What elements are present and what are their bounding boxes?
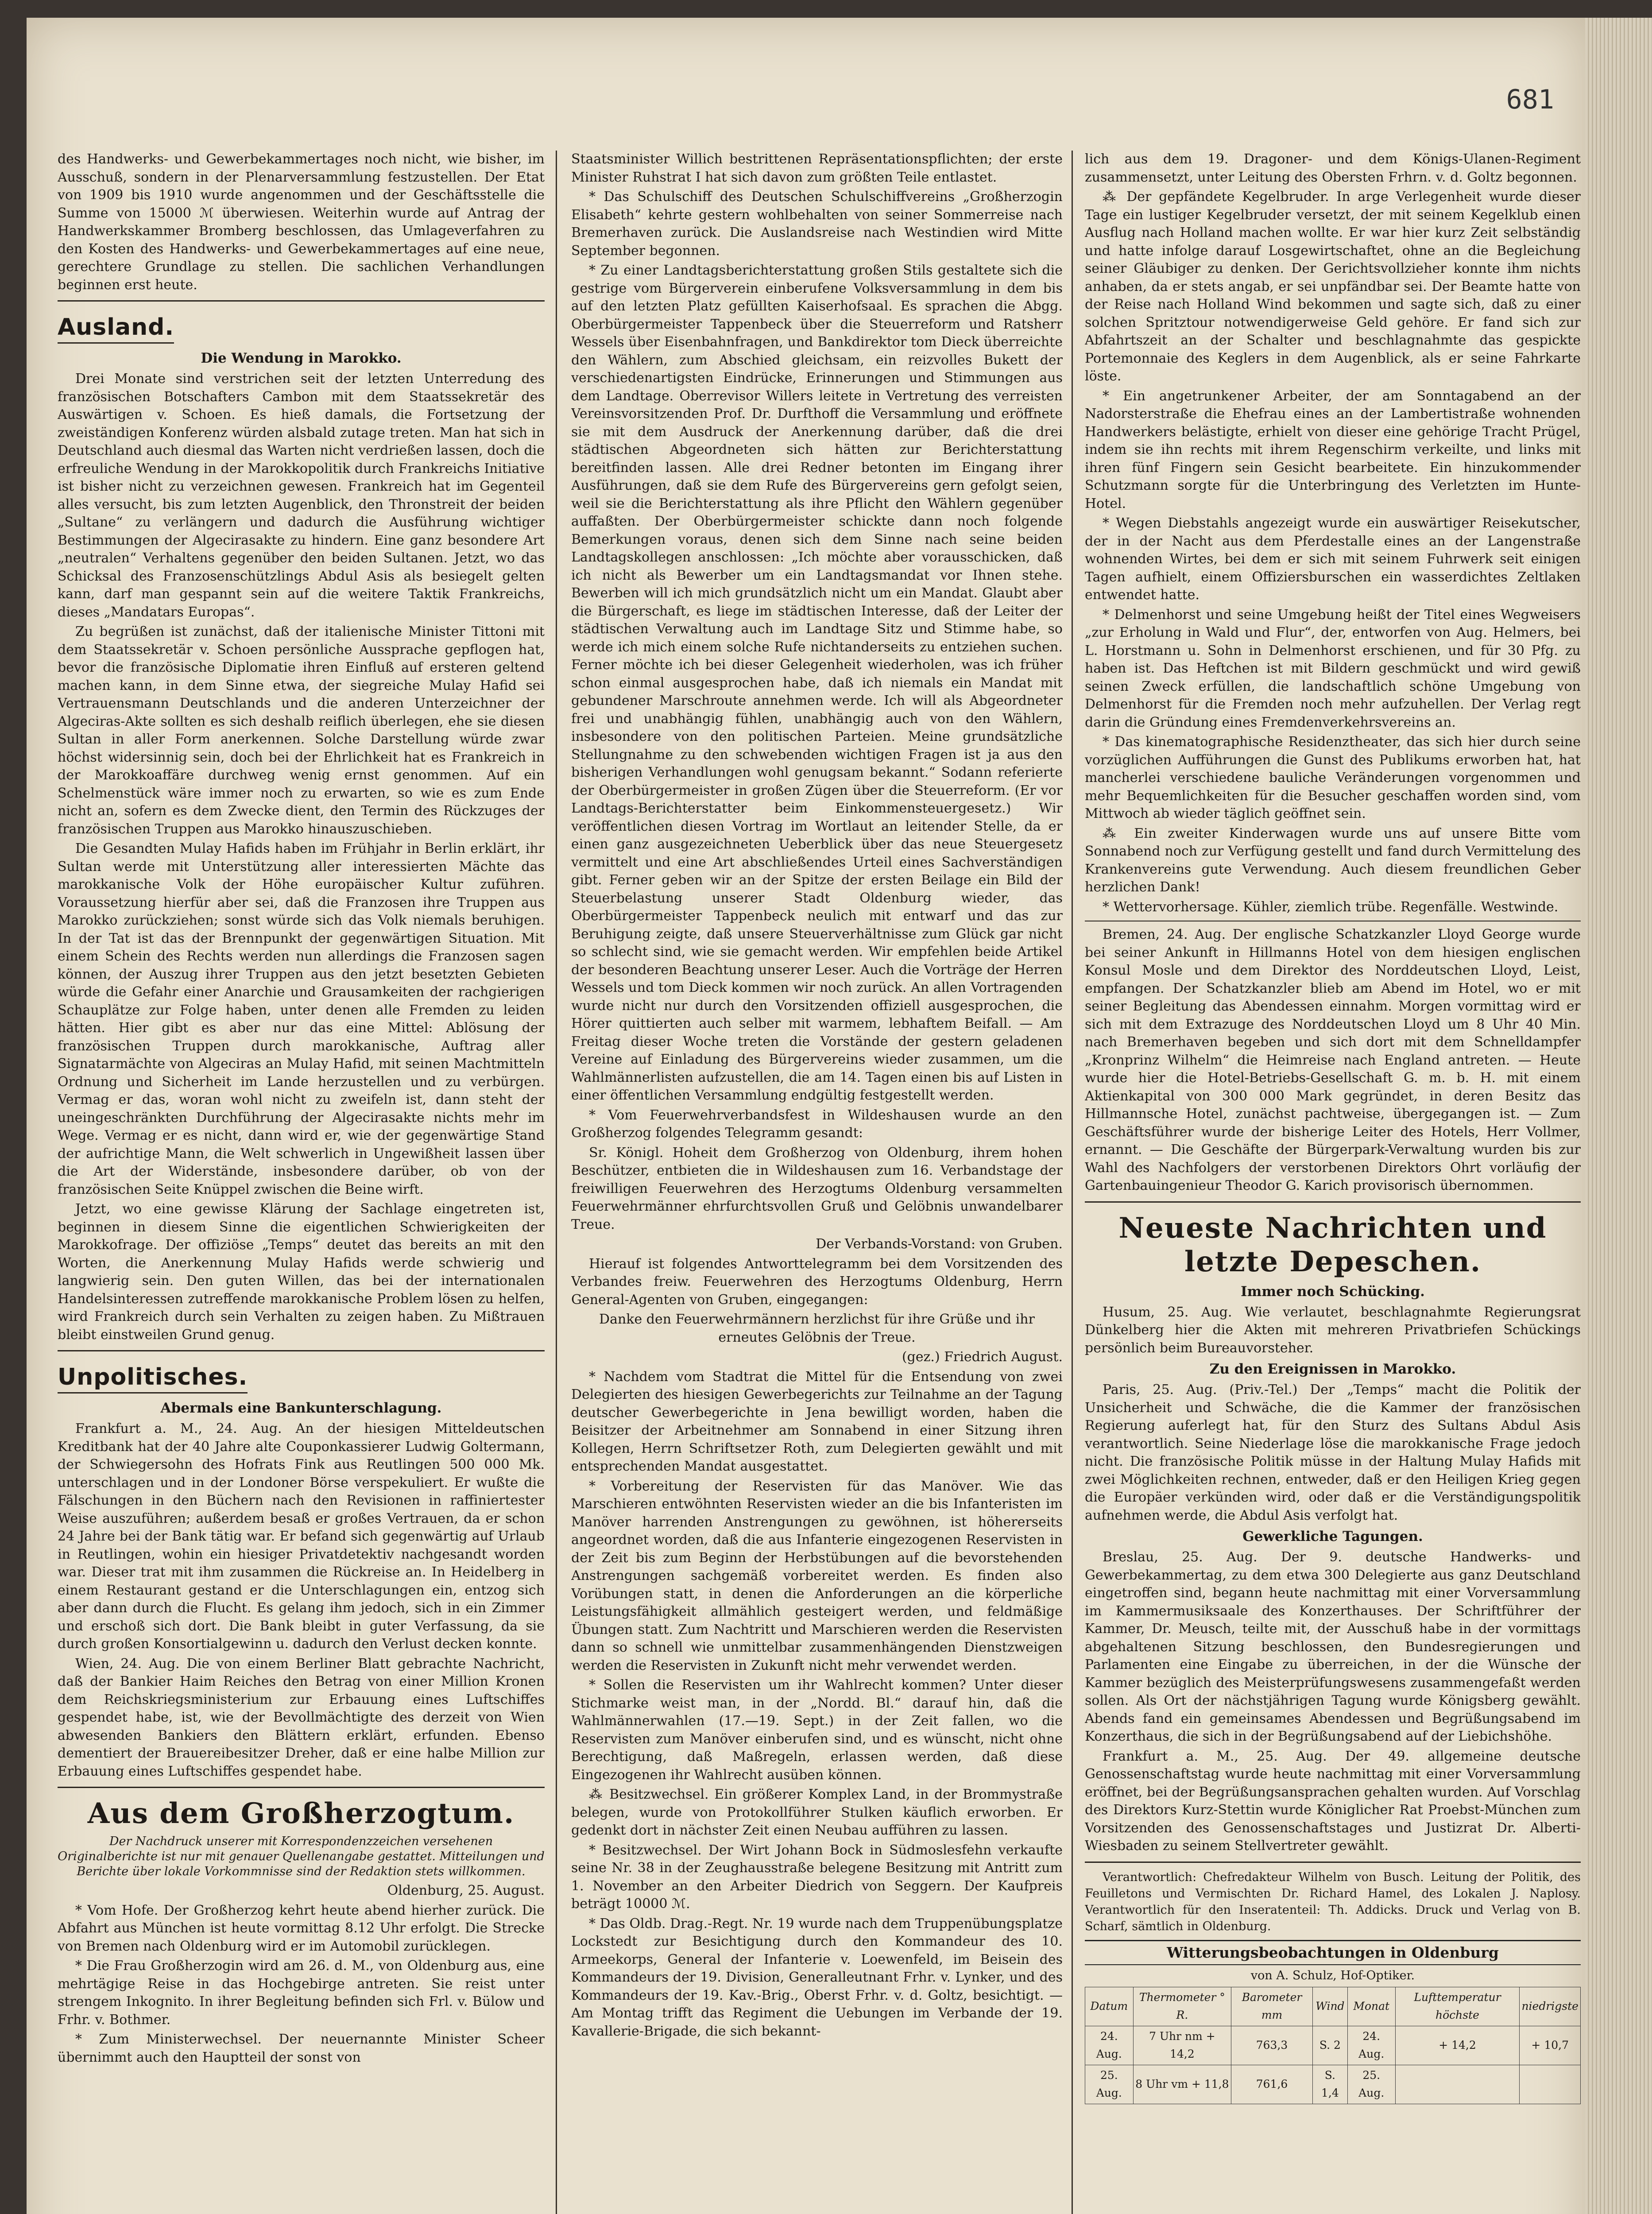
article-paragraph: * Das Oldb. Drag.-Regt. Nr. 19 wurde nach dem Truppenübungsplatze Lockstedt zur Besichtigung durch den Kommandeur des 10. Armeekorps, General der Infanterie v. Loewenfeld, im Beisein des Kommandeurs der 19. Division, Generalleutnant Frhr. v. Lynker, und des Kommandeurs der 19. Kav.-Brig., Oberst Frhr. v. d. Goltz, besichtigt. — Am Montag trifft das Regiment die Uebungen im Verbande der 19. Kavallerie-Brigade, die sich bekannt- <box>571 1916 1063 2039</box>
table-row <box>1085 2026 1581 2065</box>
article-paragraph: * Das Schulschiff des Deutschen Schulschiffvereins „Großherzogin Elisabeth“ kehrte gestern wohlbehalten von seiner Sommerreise nach Bremerhaven zurück. Die Auslandsreise nach Westindien wird Mitte September begonnen. <box>571 189 1063 259</box>
table-cell <box>1395 2065 1520 2104</box>
article-paragraph: Breslau, 25. Aug. Der 9. deutsche Handwerks- und Gewerbekammertag, zu dem etwa 300 Delegierte aus ganz Deutschland eingetroffen sind, begann heute nachmittag mit einer Vorversammlung im Kammermusiksaale des Konzerthauses. Der Schriftführer der Kammer, Dr. Meusch, teilte mit, der Ausschuß habe in der vormittags abgehaltenen Sitzung beschlossen, den Bundesregierungen und Parlamenten eine Eingabe zu überreichen, in der die Wünsche der Kammer bezüglich des Meisterprüfungswesens zusammengefaßt werden sollen. Als Ort der nächstjährigen Tagung wurde Königsberg gewählt. Abends fand ein gemeinsames Abendessen und Begrüßungsabend im Konzerthaus, die sich in der Begrüßungsabend auf der Liebichshöhe. <box>1085 1549 1581 1744</box>
table-cell: 761,6 <box>1231 2065 1313 2104</box>
article-paragraph: * Zu einer Landtagsberichterstattung großen Stils gestaltete sich die gestrige vom Bürgerverein einberufene Volksversammlung in dem bis auf den letzten Platz gefüllten Kaiserhofsaal. Es sprachen die Abgg. Oberbürgermeister Tappenbeck über die Steuerreform und Ratsherr Wessels über Eisenbahnfragen, und Bankdirektor tom Dieck überreichte den Wählern, zum Abschied gleichsam, ein reizvolles Bukett der verschiedenartigsten Eindrücke, Erinnerungen und Stimmungen aus dem Landtage. Oberrevisor Willers leitete in Vertretung des verreisten Vereinsvorsitzenden Prof. Dr. Durfthoff die Versammlung und eröffnete sie mit dem Ausdruck der Anerkennung darüber, daß die drei städtischen Abgeordneten sich hätten zur Berichterstattung bereitfinden lassen. Alle drei Redner betonten im Eingang ihrer Ausführungen, daß sie dem Rufe des Bürgervereins gern gefolgt seien, weil sie die Berichterstattung als ihre Pflicht den Wählern gegenüber auffaßten. Der Oberbürgermeister schickte dann noch folgende Bemerkungen voraus, denen sich dem Sinne nach seine beiden Landtagskollegen anschlossen: „Ich möchte aber vorausschicken, daß ich nicht als Bewerber um ein Landtagsmandat vor Ihnen stehe. Bewerben will ich mich grundsätzlich nicht um ein Mandat. Glaubt aber die Bürgerschaft, es liege im städtischen Interesse, daß der Leiter der städtischen Verwaltung auch im Landtage Sitz und Stimme habe, so werde ich mich einem solche Rufe nichtanderseits zu entziehen suchen. Ferner möchte ich bei dieser Gelegenheit wiederholen, was ich früher schon einmal ausgesprochen habe, daß ich niemals ein Mandat mit gebundener Marschroute annehmen werde. Ich will als Abgeordneter frei und unabhängig fühlen, unabhängig auch von den Wählern, insbesondere von den politischen Parteien. Meine grundsätzliche Stellungnahme zu den schwebenden wichtigen Fragen ist ja aus den bisherigen Verhandlungen wohl genugsam bekannt.“ Sodann referierte der Oberbürgermeister in großen Zügen über die Steuerreform. (Er vor Landtags-Berichterstatter beim Einkommensteuergesetz.) Wir veröffentlichen diesen Vortrag im Wortlaut an leitender Stelle, da er einen ganz ausgezeichneten Ueberblick über das neue Steuergesetz vermittelt und eine Art abschließendes Urteil eines Sachverständigen gibt. Ferner geben wir an der Spitze der ersten Beilage ein Bild der Steuerbelastung unserer Stadt Oldenburg wieder, das Oberbürgermeister Tappenbeck neulich mit entwarf und das zur Beruhigung zeigte, daß unsere Steuerverhältnisse zum Glück gar nicht so schlecht sind, wie sie gemacht werden. Wir empfehlen beide Artikel der besonderen Beachtung unserer Leser. Auch die Vorträge der Herren Wessels und tom Dieck kommen wir noch zurück. An allen Vortragenden wurde nicht nur durch den Vorsitzenden offiziell ausgesprochen, die Hörer quittierten auch selber mit warmem, lebhaftem Beifall. — Am Freitag dieser Woche treten die Vorstände der gestern geladenen Vereine auf Einladung des Bürgervereins wieder zusammen, um die Wahlmännerlisten aufzustellen, die am 14. Tagen einen bis auf Listen in einer öffentlichen Versammlung endgültig festgestellt werden. <box>571 263 1063 1103</box>
page-number: 681 <box>1506 84 1554 115</box>
column-1 <box>58 151 545 2214</box>
table-header: Thermometer ° R. <box>1133 1987 1231 2026</box>
article-paragraph: * Die Frau Großherzogin wird am 26. d. M., von Oldenburg aus, eine mehrtägige Reise in das Hochgebirge antreten. Sie reist unter strengem Inkognito. In ihrer Begleitung befinden sich Frl. v. Bülow und Frhr. v. Bothmer. <box>58 1958 545 2028</box>
divider <box>58 1787 545 1788</box>
article-paragraph: * Wegen Diebstahls angezeigt wurde ein auswärtiger Reisekutscher, der in der Nacht aus dem Pferdestalle eines an der Langenstraße wohnenden Wirtes, bei dem er sich mit seinem Fuhrwerk seit einigen Tagen aufhielt, einem Offiziersburschen ein wasserdichtes Zeltlaken entwendet hatte. <box>1085 515 1581 603</box>
signature: Der Verbands-Vorstand: von Gruben. <box>816 1236 1063 1252</box>
article-paragraph: Staatsminister Willich bestrittenen Repräsentationspflichten; der erste Minister Ruhstrat I hat sich davon zum größten Teile entlastet. <box>571 151 1063 185</box>
article-title: Gewerkliche Tagungen. <box>1242 1529 1423 1544</box>
article-title: Zu den Ereignissen in Marokko. <box>1209 1361 1456 1377</box>
weather-subtitle: von A. Schulz, Hof-Optiker. <box>1250 1969 1415 1982</box>
article-paragraph: * Sollen die Reservisten um ihr Wahlrecht kommen? Unter dieser Stichmarke weist man, in der „Nordd. Bl.“ darauf hin, daß die Wahlmännerwahlen (17.—19. Sept.) in der Zeit fallen, wo die Reservisten zum Manöver einberufen sind, und es wünscht, nicht ohne Berechtigung, daß Maßregeln, erlassen werden, daß diese Eingezogenen ihr Wahlrecht ausüben können. <box>571 1677 1063 1783</box>
table-header: Monat <box>1347 1987 1395 2026</box>
article-paragraph: * Besitzwechsel. Der Wirt Johann Bock in Südmoslesfehn verkaufte seine Nr. 38 in der Zeughausstraße belegene Besitzung mit Antritt zum 1. November an den Arbeiter Diedrich von Seggern. Der Kaufpreis beträgt 10000 ℳ. <box>571 1842 1063 1912</box>
article-paragraph: Husum, 25. Aug. Wie verlautet, beschlagnahmte Regierungsrat Dünkelberg hier die Akten mit mehreren Privatbriefen Schückings persönlich beim Bureauvorsteher. <box>1085 1304 1581 1356</box>
article-paragraph: * Vom Hofe. Der Großherzog kehrt heute abend hierher zurück. Die Abfahrt aus München ist heute vormittag 8.12 Uhr erfolgt. Die Strecke von Bremen nach Oldenburg wird er im Automobil zurücklegen. <box>58 1902 545 1954</box>
article-paragraph: * Ein angetrunkener Arbeiter, der am Sonntagabend an der Nadorsterstraße die Ehefrau eines an der Lambertistraße wohnenden Handwerkers belästigte, erhielt von dieser eine gehörige Tracht Prügel, indem sie ihn rechts mit ihrem Regenschirm verkeilte, und links mit ihren fünf Fingern sein Gesicht bearbeitete. Ein hinzukommender Schutzmann sorgte für die Unterbringung des Verletzten im Hunte-Hotel. <box>1085 388 1581 511</box>
column-3 <box>1085 151 1581 2214</box>
article-paragraph: Paris, 25. Aug. (Priv.-Tel.) Der „Temps“ macht die Politik der Unsicherheit und Schwäche, die die Kammer der französischen Regierung auferlegt hat, für den Sturz des Sultans Abdul Asis verantwortlich. Seine Niederlage löse die marokkanische Frage jedoch nicht. Die französische Politik müsse in der Haltung Mulay Hafids mit zwei Möglichkeiten rechnen, entweder, daß er den Heiligen Krieg gegen die Europäer verkünden wird, oder daß er die Verständigungspolitik aufnehmen werde, die Abdul Asis verfolgt hat. <box>1085 1382 1581 1523</box>
imprint: Verantwortlich: Chefredakteur Wilhelm von Busch. Leitung der Politik, des Feuilletons und Vermischten Dr. Richard Hamel, des Lokalen J. Naplosy. Verantwortlich für den Inseratenteil: Th. Addicks. Druck und Verlag von B. Scharf, sämtlich in Oldenburg. <box>1085 1870 1581 1933</box>
article-paragraph: ⁂ Der gepfändete Kegelbruder. In arge Verlegenheit wurde dieser Tage ein lustiger Kegelbruder versetzt, der mit seinem Kegelklub einen Ausflug nach Holland machen wollte. Er war hier kurz Zeit selbständig und hatte infolge darauf Losgewirtschaftet, ohne an die Begleichung seiner Gläubiger zu denken. Der Gerichtsvollzieher konnte ihm nichts anhaben, da er stets angab, er sei unpfändbar sei. Der Beamte hatte von der Reise nach Holland Wind bekommen und sagte sich, daß zu einer solchen Spritztour notwendigerweise Geld gehöre. Er fand sich zur Abfahrtszeit an der Schalter und beschlagnahmte das gespickte Portemonnaie des Keglers in dem Augenblick, als er seine Fahrkarte löste. <box>1085 189 1581 384</box>
weather-title: Witterungsbeobachtungen in Oldenburg <box>1085 1940 1581 1966</box>
newspaper-page <box>27 18 1585 2214</box>
reprint-note: Der Nachdruck unserer mit Korrespondenzzeichen versehenen Originalberichte ist nur mit genauer Quellenangabe gestattet. Mitteilungen und Berichte über lokale Vorkommnisse sind der Redaktion stets willkommen. <box>58 1835 545 1878</box>
table-cell: + 10,7 <box>1520 2026 1581 2065</box>
column-rule <box>1072 151 1073 2214</box>
article-paragraph: ⁂ Ein zweiter Kinderwagen wurde uns auf unsere Bitte vom Sonnabend noch zur Verfügung gestellt und fand durch Vermittelung des Krankenvereins gute Verwendung. Auch diesem freundlichen Geber herzlichen Dank! <box>1085 825 1581 895</box>
table-cell <box>1520 2065 1581 2104</box>
table-row <box>1085 2065 1581 2104</box>
article-paragraph: Frankfurt a. M., 25. Aug. Der 49. allgemeine deutsche Genossenschaftstag wurde heute nachmittag mit einer Vorversammlung eröffnet, bei der Begrüßungsansprachen gehalten wurden. Auf Vorschlag des Direktors Kurz-Stettin wurde Königlicher Rat Proebst-München zum Vorsitzenden des Genossenschaftstages und Justizrat Dr. Alberti-Wiesbaden zu seinem Stellvertreter gewählt. <box>1085 1748 1581 1854</box>
article-paragraph: * Das kinematographische Residenztheater, das sich hier durch seine vorzüglichen Aufführungen die Gunst des Publikums erworben hat, hat mancherlei verschiedene bauliche Veränderungen vorgenommen und mehr Bequemlichkeiten für die Besucher geschaffen worden sind, vom Mittwoch ab wieder täglich geöffnet sein. <box>1085 734 1581 821</box>
table-cell: S. 1,4 <box>1312 2065 1347 2104</box>
article-paragraph: Bremen, 24. Aug. Der englische Schatzkanzler Lloyd George wurde bei seiner Ankunft in Hillmanns Hotel von dem hiesigen englischen Konsul Mosle und dem Direktor des Norddeutschen Lloyd, Leist, empfangen. Der Schatzkanzler blieb am Abend im Hotel, wo er mit seiner Begleitung das Abendessen einnahm. Morgen vormittag wird er sich mit dem Extrazuge des Norddeutschen Lloyd um 8 Uhr 40 Min. nach Bremerhaven begeben und sich dort mit dem Schnelldampfer „Kronprinz Wilhelm“ die Heimreise nach England antreten. — Heute wurde hier die Hotel-Betriebs-Gesellschaft G. m. b. H. mit einem Aktienkapital von 300 000 Mark gegründet, in deren Besitz das Hillmannsche Hotel, zunächst pachtweise, übergegangen ist. — Zum Geschäftsführer wurde der bisherige Leiter des Hotels, Herr Vollmer, ernannt. — Die Geschäfte der Bürgerpark-Verwaltung wurden bis zur Wahl des Nachfolgers der verstorbenen Direktors Ohrt vorläufig der Gartenbauingenieur Theodor G. Karich provisorisch übernommen. <box>1085 927 1581 1193</box>
table-header: Wind <box>1312 1987 1347 2026</box>
table-cell: 24. Aug. <box>1347 2026 1395 2065</box>
table-cell: 763,3 <box>1231 2026 1313 2065</box>
article-paragraph: Drei Monate sind verstrichen seit der letzten Unterredung des französischen Botschafters Cambon mit dem Staatssekretär des Auswärtigen v. Schoen. Es hieß damals, die Fortsetzung der zweiständigen Konferenz würden alsbald zutage treten. Man hat sich in Deutschland auch diesmal das Warten nicht verdrießen lassen, doch die erfreuliche Wendung in der Marokkopolitik durch Frankreichs Initiative ist bisher nicht zu verzeichnen gewesen. Frankreich hat im Gegenteil alles versucht, bis zum letzten Augenblick, den Thronstreit der beiden „Sultane“ zu verlängern und dadurch die Ausführung wichtiger Bestimmungen der Algecirasakte zu hindern. Eine ganz besondere Art „neutralen“ Verhaltens gegenüber den beiden Sultanen. Jetzt, wo das Schicksal des Franzosenschützlings Abdul Asis als besiegelt gelten kann, darf man gespannt sein auf die weitere Taktik Frankreichs, dieses „Mandatars Europas“. <box>58 371 545 620</box>
article-paragraph: Die Gesandten Mulay Hafids haben im Frühjahr in Berlin erklärt, ihr Sultan werde mit Unterstützung aller interessierten Mächte das marokkanische Volk der Höhe europäischer Kultur zuführen. Voraussetzung hierfür aber sei, daß die Franzosen ihre Truppen aus Marokko zurückziehen; sonst würde sich das Volk niemals beruhigen. In der Tat ist das der Brennpunkt der gegenwärtigen Situation. Mit einem Schein des Rechts werden nun allerdings die Franzosen sagen können, der Auszug ihrer Truppen aus den jetzt besetzten Gebieten würde die Gefahr einer Anarchie und Grausamkeiten der rachgierigen Schauplätze zur Folge haben, unter denen alle Fremden zu leiden hätten. Hier gibt es aber nur das eine Mittel: Ablösung der französischen Truppen durch marokkanische, Auftrag aller Signatarmächte von Algeciras an Mulay Hafid, mit seinen Machtmitteln Ordnung und Sicherheit im Lande herzustellen und zu verbürgen. Vermag er das, woran wohl nicht zu zweifeln ist, dann steht der uneingeschränkten Durchführung der Algecirasakte nichts mehr im Wege. Vermag er es nicht, dann wird er, wie der gegenwärtige Stand der aufrichtige Mann, die Welt schwerlich in Ungewißheit lassen über die Art der Widerstände, insbesondere darüber, ob von der französischen Seite Knüppel zwischen die Beine wirft. <box>58 841 545 1197</box>
divider <box>1085 1201 1581 1203</box>
section-heading-ausland: Ausland. <box>58 314 174 344</box>
article-paragraph: ⁂ Besitzwechsel. Ein größerer Komplex Land, in der Brommystraße belegen, wurde von Protokollführer Stulken käuflich erworben. Er gedenkt dort in nächster Zeit einen Neubau aufführen zu lassen. <box>571 1787 1063 1838</box>
table-cell: S. 2 <box>1312 2026 1347 2065</box>
article-paragraph: lich aus dem 19. Dragoner- und dem Königs-Ulanen-Regiment zusammensetzt, unter Leitung des Obersten Frhrn. v. d. Goltz begonnen. <box>1085 151 1581 185</box>
weather-forecast: * Wettervorhersage. Kühler, ziemlich trübe. Regenfälle. Westwinde. <box>1103 899 1559 915</box>
column-2 <box>571 151 1063 2214</box>
section-heading-neueste: Neueste Nachrichten und letzte Depeschen. <box>1118 1211 1547 1278</box>
divider <box>1085 1862 1581 1863</box>
article-paragraph: * Delmenhorst und seine Umgebung heißt der Titel eines Wegweisers „zur Erholung in Wald und Flur“, der, entworfen von Aug. Helmers, bei L. Horstmann u. Sohn in Delmenhorst erschienen, und für 30 Pfg. zu haben ist. Das Heftchen ist mit Bildern geschmückt und wird gewiß seinen Zweck erfüllen, die landschaftlich schöne Umgebung von Delmenhorst für die Fremden noch mehr aufzuhellen. Der Verlag regt darin die Gründung eines Fremdenverkehrsvereins an. <box>1085 607 1581 730</box>
table-header: Barometer mm <box>1231 1987 1313 2026</box>
table-cell: + 14,2 <box>1395 2026 1520 2065</box>
table-cell: 7 Uhr nm + 14,2 <box>1133 2026 1231 2065</box>
divider <box>58 1350 545 1351</box>
table-cell: 25. Aug. <box>1347 2065 1395 2104</box>
weather-table <box>1085 1987 1581 2104</box>
telegram-text: Danke den Feuerwehrmännern herzlichst für ihre Grüße und ihr erneutes Gelöbnis der Treue. <box>599 1312 1035 1345</box>
section-heading-grossherzogtum: Aus dem Großherzogtum. <box>87 1797 515 1830</box>
column-rule <box>556 151 557 2214</box>
article-paragraph: Jetzt, wo eine gewisse Klärung der Sachlage eingetreten ist, beginnen in diesem Sinne die eigentlichen Schwierigkeiten der Marokkofrage. Der offiziöse „Temps“ deutet das bereits an mit den Worten, die Anerkennung Mulay Hafids werde schwierig und langwierig sein. Den guten Willen, das bei der internationalen Handelsinteressen zutreffende marokkanische Problem lösen zu helfen, wird Frankreich durch sein Verhalten zu zeigen haben. Zu Mißtrauen bleibt einstweilen Grund genug. <box>58 1201 545 1343</box>
dateline: Oldenburg, 25. August. <box>387 1883 545 1898</box>
telegram-text: Sr. Königl. Hoheit dem Großherzog von Oldenburg, ihrem hohen Beschützer, entbieten die in Wildeshausen zum 16. Verbandstage der freiwilligen Feuerwehren des Herzogtums Oldenburg versammelten Feuerwehrmänner ehrfurchtsvollen Gruß und Gelöbnis unwandelbarer Treue. <box>571 1145 1063 1232</box>
table-header: Datum <box>1085 1987 1134 2026</box>
article-paragraph: Hierauf ist folgendes Antworttelegramm bei dem Vorsitzenden des Verbandes freiw. Feuerwehren des Herzogtums Oldenburg, Herrn General-Agenten von Gruben, eingegangen: <box>571 1256 1063 1308</box>
article-paragraph: * Vom Feuerwehrverbandsfest in Wildeshausen wurde an den Großherzog folgendes Telegramm gesandt: <box>571 1107 1063 1141</box>
article-paragraph: * Nachdem vom Stadtrat die Mittel für die Entsendung von zwei Delegierten des hiesigen Gewerbegerichts zur Teilnahme an der Tagung deutscher Gewerbegerichte in Jena bewilligt worden, haben die Beisitzer der Arbeitnehmer am Sonnabend in einer Sitzung ihren Kollegen, Herrn Schriftsetzer Roth, zum Delegierten gewählt und mit entsprechenden Mandat ausgestattet. <box>571 1369 1063 1474</box>
article-title: Die Wendung in Marokko. <box>201 350 402 366</box>
article-title: Abermals eine Bankunterschlagung. <box>160 1400 442 1416</box>
divider <box>58 300 545 302</box>
article-paragraph: * Zum Ministerwechsel. Der neuernannte Minister Scheer übernimmt auch den Hauptteil der sonst von <box>58 2032 545 2065</box>
table-header: Lufttemperatur höchste <box>1395 1987 1520 2026</box>
article-title: Immer noch Schücking. <box>1241 1283 1425 1300</box>
article-paragraph: Wien, 24. Aug. Die von einem Berliner Blatt gebrachte Nachricht, daß der Bankier Haim Reiches den Betrag von einer Million Kronen dem Reichskriegsministerium zur Erbauung eines Luftschiffes gespendet habe, ist, wie der Bevollmächtigte des derzeit von Wien abwesenden Bankiers den Blättern erklärt, erfunden. Ebenso dementiert der Brauereibesitzer Dreher, daß er eine halbe Million zur Erbauung eines Luftschiffes gespendet habe. <box>58 1656 545 1779</box>
page-edge <box>1585 18 1652 2214</box>
article-paragraph: * Vorbereitung der Reservisten für das Manöver. Wie das Marschieren entwöhnten Reservisten wieder an die bis Infanteristen im Manöver harrenden Anstrengungen zu gewöhnen, ist höhererseits angeordnet worden, daß die aus Infanterie eingezogenen Reservisten in der Zeit bis zum Beginn der Herbstübungen auf die bevorstehenden Anstrengungen sachgemäß vorbereitet werden. Es finden also Vorübungen statt, in denen die Anforderungen an die körperliche Leistungsfähigkeit allmählich gesteigert werden, und feldmäßige Übungen statt. Zum Nachtritt und Marschieren werden die Reservisten dann so schnell wie unmittelbar zusammenhängenden Dienstzweigen werden die Reservisten in Zukunft nicht mehr verwendet werden. <box>571 1478 1063 1673</box>
table-cell: 24. Aug. <box>1085 2026 1134 2065</box>
article-paragraph: des Handwerks- und Gewerbekammertages noch nicht, wie bisher, im Ausschuß, sondern in der Plenarversammlung festzustellen. Der Etat von 1909 bis 1910 wurde angenommen und der Geschäftsstelle die Summe von 15000 ℳ überwiesen. Weiterhin wurde auf Antrag der Handwerkskammer Bromberg beschlossen, das Umlageverfahren zu den Kosten des Handwerks- und Gewerbekammertages auf eine neue, gerechtere Grundlage zu stellen. Die sachlichen Verhandlungen beginnen erst heute. <box>58 151 545 293</box>
signature: (gez.) Friedrich August. <box>901 1349 1063 1365</box>
section-heading-unpolitisches: Unpolitisches. <box>58 1364 248 1393</box>
table-cell: 8 Uhr vm + 11,8 <box>1133 2065 1231 2104</box>
article-paragraph: Zu begrüßen ist zunächst, daß der italienische Minister Tittoni mit dem Staatssekretär v. Schoen persönliche Aussprache gepflogen hat, bevor die französische Diplomatie ihren Einfluß auf ersteren geltend machen kann, in dem Sinne etwa, der siegreiche Mulay Hafid sei Vertrauensmann Deutschlands und die anderen Unterzeichner der Algeciras-Akte sollten es sich deshalb reiflich überlegen, ehe sie diesen Sultan in aller Form anerkennen. Solche Darstellung würde zwar höchst widersinnig sein, doch bei der Ehrlichkeit hat es Frankreich in der Marokkoaffäre durchweg wenig ernst genommen. Auf ein Schelmenstück wäre immer noch zu erwarten, so wie es zum Ende nicht an, sofern es dem Zwecke dient, den Termin des Rückzuges der französischen Truppen aus Marokko hinauszuschieben. <box>58 624 545 837</box>
table-header: niedrigste <box>1520 1987 1581 2026</box>
weather-observations <box>1085 1940 1581 2104</box>
table-cell: 25. Aug. <box>1085 2065 1134 2104</box>
article-paragraph: Frankfurt a. M., 24. Aug. An der hiesigen Mitteldeutschen Kreditbank hat der 40 Jahre alte Couponkassierer Ludwig Goltermann, der Schwiegersohn des Hofrats Fink aus Reutlingen 500 000 Mk. unterschlagen und in der Londoner Börse verspekuliert. Er wußte die Fälschungen in den Büchern nach den Revisionen in raffiniertester Weise auszuführen; außerdem besaß er großes Vertrauen, da er schon 24 Jahre bei der Bank tätig war. Er befand sich gegenwärtig auf Urlaub in Reutlingen, wohin ein hiesiger Privatdetektiv nachgesandt worden war. Dieser trat mit ihm zusammen die Rückreise an. In Heidelberg in einem Restaurant gestand er die Unterschlagungen ein, entzog sich aber dann durch die Flucht. Es gelang ihm jedoch, sich in ein Zimmer und erschoß sich dort. Die Bank bleibt in guter Verfassung, da sie durch großen Konsortialgewinn u. dadurch den Verlust decken konnte. <box>58 1421 545 1652</box>
